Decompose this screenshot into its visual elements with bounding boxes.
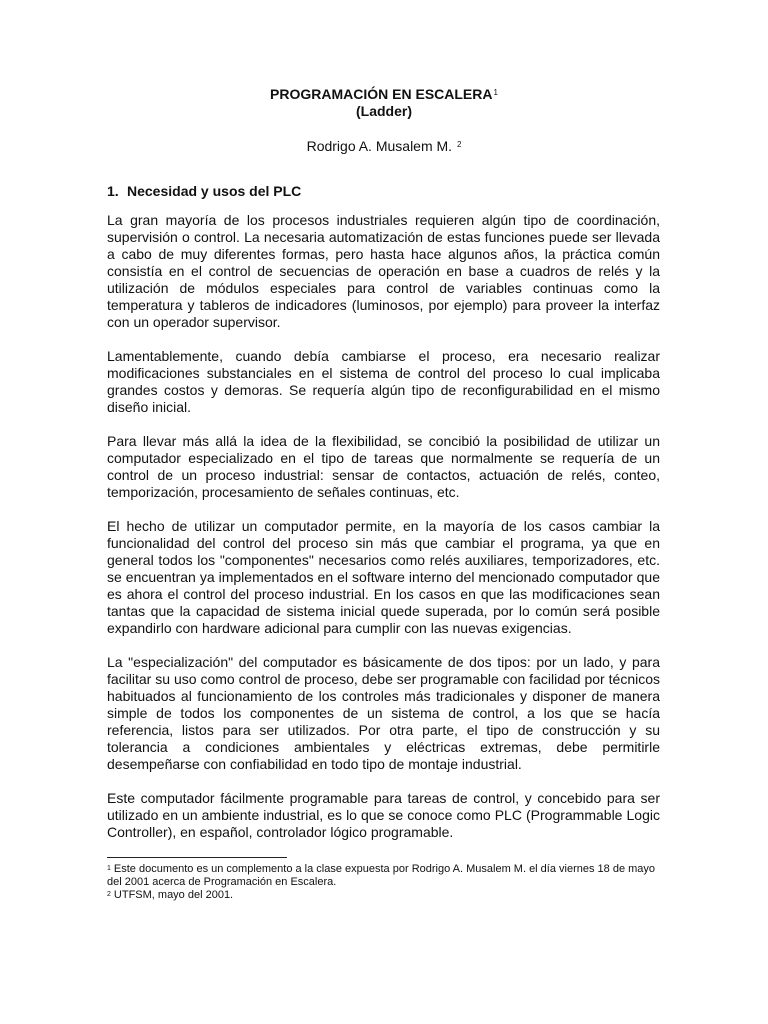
- footnote-divider: [107, 857, 287, 858]
- author-name: Rodrigo A. Musalem M.: [306, 138, 453, 154]
- footnote-text: Este documento es un complemento a la clase expuesta por Rodrigo A. Musalem M. el día viernes 18 de mayo del 2001 acerca de Programación en Escalera.: [107, 863, 656, 888]
- document-title: [0, 86, 768, 103]
- paragraph: La "especialización" del computador es básicamente de dos tipos: por un lado, y para facilitar su uso como control de proceso, debe ser programable con facilidad por técnicos habituados al funcionamiento de los controles más tradicionales y disponer de manera simple de todos los componentes de un sistema de control, a los que se hacía referencia, listos para ser utilizados. Por otra parte, el tipo de construcción y su tolerancia a condiciones ambientales y eléctricas extremas, debe permitirle desempeñarse con confiabilidad en todo tipo de montaje industrial.: [107, 654, 660, 772]
- paragraph: Lamentablemente, cuando debía cambiarse el proceso, era necesario realizar modificaciones substanciales en el sistema de control del proceso lo cual implicaba grandes costos y demoras. Se requería algún tipo de reconfigurabilidad en el mismo diseño inicial.: [107, 348, 660, 415]
- paragraph: Este computador fácilmente programable para tareas de control, y concebido para ser utilizado en un ambiente industrial, es lo que se conoce como PLC (Programmable Logic Controller), en español, controlador lógico programable.: [107, 790, 660, 840]
- footnote-marker: 1: [107, 865, 111, 872]
- section-number: 1.: [107, 183, 119, 199]
- footnote-text: UTFSM, mayo del 2001.: [113, 889, 234, 901]
- title-text: PROGRAMACIÓN EN ESCALERA: [270, 86, 493, 102]
- footnotes: [107, 863, 660, 902]
- body-text: [107, 212, 660, 858]
- footnote-marker: 2: [107, 891, 111, 898]
- paragraph: Para llevar más allá la idea de la flexibilidad, se concibió la posibilidad de utilizar un computador especializado en el tipo de tareas que normalmente se requería de un control de un proceso industrial: sensar de contactos, actuación de relés, conteo, temporización, procesamiento de señales continuas, etc.: [107, 433, 660, 500]
- paragraph: El hecho de utilizar un computador permite, en la mayoría de los casos cambiar la funcionalidad del control del proceso sin más que cambiar el programa, ya que en general todos los "componentes" necesarios como relés auxiliares, temporizadores, etc. se encuentran ya implementados en el software interno del mencionado computador que es ahora el control del proceso industrial. En los casos en que las modificaciones sean tantas que la capacidad de sistema inicial quede superada, por lo común será posible expandirlo con hardware adicional para cumplir con las nuevas exigencias.: [107, 518, 660, 636]
- title-footnote-marker: 1: [493, 88, 498, 97]
- footnote: [107, 863, 660, 889]
- author-footnote-marker: 2: [456, 140, 462, 149]
- section-heading: [107, 183, 301, 200]
- paragraph: La gran mayoría de los procesos industriales requieren algún tipo de coordinación, supervisión o control. La necesaria automatización de estas funciones puede ser llevada a cabo de muy diferentes formas, pero hasta hace algunos años, la práctica común consistía en el control de secuencias de operación en base a cuadros de relés y la utilización de módulos especiales para control de variables continuas como la temperatura y tableros de indicadores (luminosos, por ejemplo) para proveer la interfaz con un operador supervisor.: [107, 212, 660, 330]
- author-line: [0, 138, 768, 155]
- document-subtitle: (Ladder): [356, 103, 412, 119]
- footnote: [107, 889, 660, 902]
- section-title: Necesidad y usos del PLC: [127, 183, 302, 199]
